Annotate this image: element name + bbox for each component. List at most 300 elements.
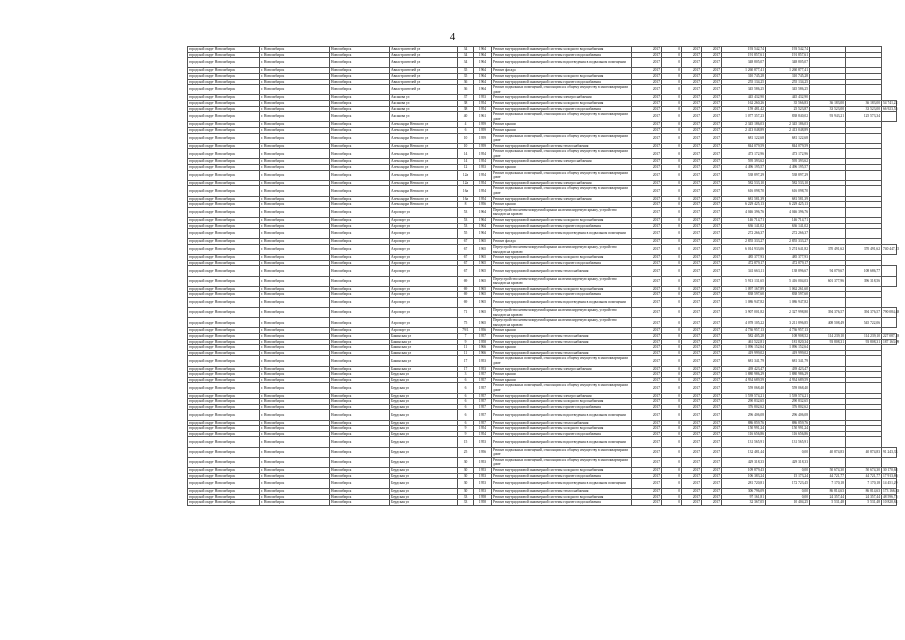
table-cell: 8 — [458, 202, 474, 208]
table-cell: г. Новосибирск — [260, 229, 330, 239]
table-cell: 2017 — [632, 202, 662, 208]
table-cell: 67 — [458, 244, 474, 254]
table-cell: 1 260 877,41 — [766, 68, 810, 74]
table-cell: Новосибирск — [330, 133, 390, 143]
table-cell — [810, 410, 846, 420]
table-cell: 485 377,93 — [766, 255, 810, 261]
table-cell: 38 — [458, 106, 474, 112]
table-cell: 0 — [662, 372, 682, 378]
table-cell: Авиастроителей ул — [390, 58, 458, 68]
table-cell: Ремонт фасада — [492, 239, 632, 245]
table-cell: Ремонт внутридомовой инженерной системы электроснабжения — [492, 393, 632, 399]
table-cell: Новосибирск — [330, 308, 390, 318]
table-cell: Бакинская ул — [390, 345, 458, 351]
table-cell: городской округ Новосибирск — [188, 494, 260, 500]
table-cell: 255 134,25 — [722, 79, 766, 85]
table-cell: 2017 — [702, 73, 722, 79]
table-cell: Новосибирск — [330, 159, 390, 165]
table-cell: 1966 — [474, 350, 492, 356]
table-cell: Новосибирск — [330, 276, 390, 286]
table-cell: городской округ Новосибирск — [188, 500, 260, 506]
table-cell — [882, 318, 897, 328]
table-cell: 2017 — [702, 255, 722, 261]
table-cell: 93 808,31 — [810, 339, 846, 345]
table-cell: 2017 — [632, 207, 662, 217]
table-cell: 4 934 689,59 — [766, 377, 810, 383]
table-cell: 1956 — [474, 202, 492, 208]
table-cell: 33 — [458, 500, 474, 506]
table-cell: Новосибирск — [330, 383, 390, 393]
table-cell: 2017 — [632, 244, 662, 254]
table-cell: 2017 — [632, 350, 662, 356]
table-cell: 1 062 261,60 — [766, 286, 810, 292]
table-cell: г. Новосибирск — [260, 489, 330, 495]
table-cell — [810, 229, 846, 239]
table-cell: 2017 — [702, 377, 722, 383]
table-cell: 370 491,62 — [846, 244, 882, 254]
table-cell: 559 068,40 — [766, 383, 810, 393]
table-cell: 0 — [662, 85, 682, 95]
table-cell: Новосибирск — [330, 420, 390, 426]
table-cell: 38 — [458, 100, 474, 106]
table-cell: 0 — [662, 479, 682, 489]
table-cell: Новосибирск — [330, 339, 390, 345]
table-cell: 545 722,06 — [846, 318, 882, 328]
table-cell: Новосибирск — [330, 479, 390, 489]
table-cell: 636 141,02 — [722, 223, 766, 229]
table-cell: Авиастроителей ул — [390, 52, 458, 58]
table-cell: 1965 — [474, 260, 492, 266]
table-cell: 114 239,10 — [810, 334, 846, 340]
table-cell: Ремонт крыши — [492, 122, 632, 128]
table-cell: 191 857,61 — [722, 52, 766, 58]
table-cell: 1964 — [474, 229, 492, 239]
table-cell: 0,00 — [766, 447, 810, 457]
table-cell: 2017 — [682, 106, 702, 112]
table-row — [188, 229, 897, 239]
table-cell: Бердская ул — [390, 494, 458, 500]
table-cell: 473 172,96 — [722, 149, 766, 159]
table-cell: 2017 — [632, 122, 662, 128]
table-cell: г. Новосибирск — [260, 52, 330, 58]
table-cell: 48 596,75 — [883, 494, 898, 499]
table-cell: городской округ Новосибирск — [188, 457, 260, 467]
table-cell: городской округ Новосибирск — [188, 255, 260, 261]
table-row — [188, 437, 897, 447]
table-cell: Аэропорт ул — [390, 218, 458, 224]
table-cell: 12a — [458, 180, 474, 186]
table-cell: Новосибирск — [330, 447, 390, 457]
table-cell: 30 — [458, 473, 474, 479]
table-cell: 2017 — [632, 223, 662, 229]
table-cell: 86 814,63 — [810, 489, 846, 495]
table-cell: 2017 — [702, 366, 722, 372]
table-cell: 2017 — [632, 286, 662, 292]
table-cell: г. Новосибирск — [260, 149, 330, 159]
table-cell: 2017 — [682, 276, 702, 286]
table-cell: Ремонт внутридомовой инженерной системы горячего водоснабжения — [492, 260, 632, 266]
table-cell: 2017 — [682, 68, 702, 74]
table-cell: 1953 — [474, 457, 492, 467]
table-cell: 97 161,81 — [722, 494, 766, 500]
table-cell: 2017 — [632, 255, 662, 261]
table-cell: 2017 — [702, 489, 722, 495]
table-cell: 2017 — [682, 244, 702, 254]
table-cell: 2017 — [632, 457, 662, 467]
table-cell: 0 — [662, 58, 682, 68]
table-cell: 2017 — [702, 266, 722, 276]
table-cell: Новосибирск — [330, 328, 390, 334]
table-cell: г. Новосибирск — [260, 447, 330, 457]
table-cell: 1954 — [474, 431, 492, 437]
table-cell: 2017 — [682, 437, 702, 447]
table-cell: 125 573,34 — [846, 112, 882, 122]
table-cell: 94 079,67 — [810, 266, 846, 276]
table-cell: 2017 — [682, 73, 702, 79]
table-cell: 2017 — [682, 377, 702, 383]
table-cell: 1954 — [474, 196, 492, 202]
table-cell: городской округ Новосибирск — [188, 122, 260, 128]
table-cell: 2017 — [702, 437, 722, 447]
table-cell: 30 — [458, 467, 474, 473]
table-cell: 25 523,87 — [766, 106, 810, 112]
table-cell: 1954 — [474, 159, 492, 165]
table-cell: 2017 — [632, 159, 662, 165]
table-cell: г. Новосибирск — [260, 356, 330, 366]
table-row — [188, 297, 897, 307]
table-cell: 2017 — [632, 112, 662, 122]
table-cell: городской округ Новосибирск — [188, 52, 260, 58]
table-cell — [846, 437, 882, 447]
table-cell: Новосибирск — [330, 500, 390, 506]
table-row — [188, 500, 897, 506]
table-cell: 310 745,28 — [766, 73, 810, 79]
table-cell: 0 — [662, 170, 682, 180]
table-cell: Аэропорт ул — [390, 318, 458, 328]
table-cell: 3 907 001,82 — [722, 308, 766, 318]
table-cell: городской округ Новосибирск — [188, 244, 260, 254]
table-cell: 1957 — [474, 420, 492, 426]
table-cell: Ремонт внутридомовой инженерной системы электроснабжения — [492, 366, 632, 372]
table-cell: г. Новосибирск — [260, 159, 330, 165]
table-cell: 2017 — [682, 292, 702, 298]
table-cell: 1965 — [474, 276, 492, 286]
table-cell: 0 — [662, 437, 682, 447]
table-cell: 2017 — [632, 266, 662, 276]
table-cell: 582 533,10 — [722, 180, 766, 186]
table-cell: 1 097 167,89 — [722, 286, 766, 292]
table-row — [188, 383, 897, 393]
table-cell: Аэропорт ул — [390, 328, 458, 334]
table-cell: 394 376,57 — [846, 308, 882, 318]
table-cell: городской округ Новосибирск — [188, 229, 260, 239]
table-cell: Новосибирск — [330, 85, 390, 95]
table-cell: 10 820,84 — [883, 500, 898, 505]
table-cell: Аэропорт ул — [390, 276, 458, 286]
table-cell: 0 — [662, 223, 682, 229]
table-cell: 0 — [662, 196, 682, 202]
table-cell: Аксакова ул — [390, 106, 458, 112]
table-cell: Ремонт подвальных помещений, относящихся к общему имуществу в многоквартирном доме — [492, 149, 632, 159]
table-cell: 50 674,30 — [810, 467, 846, 473]
table-cell: 40 874,83 — [810, 447, 846, 457]
table-cell: Аэропорт ул — [390, 286, 458, 292]
table-cell: городской округ Новосибирск — [188, 479, 260, 489]
table-cell: 36 183,00 — [846, 100, 882, 106]
table-cell: 2017 — [702, 356, 722, 366]
table-cell: Новосибирск — [330, 73, 390, 79]
table-cell: 1954 — [474, 426, 492, 432]
table-cell: Новосибирск — [330, 297, 390, 307]
table-cell: 2017 — [632, 479, 662, 489]
table-cell: городской округ Новосибирск — [188, 133, 260, 143]
table-cell: 0 — [662, 356, 682, 366]
table-cell: 2017 — [632, 165, 662, 171]
table-cell: Ремонт внутридомовой инженерной системы холодного водоснабжения — [492, 286, 632, 292]
table-cell: Новосибирск — [330, 149, 390, 159]
table-cell: Ремонт внутридомовой инженерной системы теплоснабжения — [492, 420, 632, 426]
table-cell: 2 345 186,03 — [722, 122, 766, 128]
table-cell: 472 879,17 — [722, 260, 766, 266]
table-cell: 66 923,55 — [883, 106, 898, 111]
table-cell — [810, 207, 846, 217]
table-cell: г. Новосибирск — [260, 410, 330, 420]
table-cell: 2 855 333,27 — [766, 239, 810, 245]
table-cell: 0 — [662, 431, 682, 437]
table-cell: 55 — [458, 229, 474, 239]
table-cell: Новосибирск — [330, 239, 390, 245]
table-cell: Александра Невского ул — [390, 170, 458, 180]
table-cell: Ремонт внутридомовой инженерной системы теплоснабжения — [492, 143, 632, 149]
table-cell: Ремонт внутридомовой инженерной системы холодного водоснабжения — [492, 426, 632, 432]
table-cell: 1959 — [474, 122, 492, 128]
table-cell: 2017 — [682, 457, 702, 467]
table-cell: 1965 — [474, 255, 492, 261]
table-cell: 2017 — [702, 244, 722, 254]
table-cell: 2017 — [632, 328, 662, 334]
table-cell: 0 — [662, 143, 682, 149]
table-cell: 473 172,96 — [766, 149, 810, 159]
table-cell: 2017 — [702, 372, 722, 378]
table-cell: 439 423,47 — [766, 366, 810, 372]
table-cell: 2017 — [682, 255, 702, 261]
table-cell: Новосибирск — [330, 218, 390, 224]
table-cell: 53 — [458, 207, 474, 217]
table-cell: 0 — [662, 420, 682, 426]
table-cell: г. Новосибирск — [260, 372, 330, 378]
table-cell: Ремонт внутридомовой инженерной системы теплоснабжения — [492, 350, 632, 356]
table-cell: 172 723,45 — [766, 479, 810, 489]
table-cell: Александра Невского ул — [390, 180, 458, 186]
table-cell: 11 — [458, 345, 474, 351]
table-cell: Новосибирск — [330, 393, 390, 399]
table-cell: 1 260 877,41 — [722, 68, 766, 74]
table-row — [188, 318, 897, 328]
table-cell: г. Новосибирск — [260, 239, 330, 245]
table-cell: Ремонт внутридомовой инженерной системы холодного водоснабжения — [492, 100, 632, 106]
table-cell: 12a — [458, 170, 474, 180]
table-cell: городской округ Новосибирск — [188, 308, 260, 318]
table-cell: г. Новосибирск — [260, 457, 330, 467]
table-cell: Новосибирск — [330, 266, 390, 276]
table-cell: 255 134,25 — [766, 79, 810, 85]
table-cell: 1964 — [474, 52, 492, 58]
table-cell: 3 — [458, 372, 474, 378]
table-cell: г. Новосибирск — [260, 133, 330, 143]
table-cell: 2017 — [632, 404, 662, 410]
table-cell: 9 — [458, 339, 474, 345]
table-cell: 1958 — [474, 494, 492, 500]
table-cell: Ремонт внутридомовой инженерной системы водоотведения в подвальном помещении — [492, 229, 632, 239]
table-cell: 35 — [458, 68, 474, 74]
table-cell: 0 — [662, 112, 682, 122]
table-cell: 2017 — [632, 79, 662, 85]
table-cell: городской округ Новосибирск — [188, 437, 260, 447]
table-cell — [846, 186, 882, 196]
table-cell: городской округ Новосибирск — [188, 106, 260, 112]
table-cell: городской округ Новосибирск — [188, 85, 260, 95]
table-cell: Ремонт подвальных помещений, относящихся к общему имуществу в многоквартирном доме — [492, 133, 632, 143]
table-cell: 0 — [662, 229, 682, 239]
table-cell: Бердская ул — [390, 426, 458, 432]
table-cell: 0 — [662, 339, 682, 345]
table-row — [188, 207, 897, 217]
table-cell: 0 — [662, 328, 682, 334]
table-cell: 2017 — [682, 186, 702, 196]
table-cell: 0 — [662, 202, 682, 208]
table-cell: Новосибирск — [330, 356, 390, 366]
table-cell: городской округ Новосибирск — [188, 426, 260, 432]
table-cell: 886 859,76 — [722, 420, 766, 426]
table-cell: городской округ Новосибирск — [188, 328, 260, 334]
table-cell: 1965 — [474, 286, 492, 292]
table-cell: 2017 — [682, 229, 702, 239]
table-cell: 616 098,70 — [766, 186, 810, 196]
table-cell: 1953 — [474, 473, 492, 479]
table-cell: 0 — [662, 426, 682, 432]
table-cell: 2017 — [682, 58, 702, 68]
table-cell: 36 — [458, 79, 474, 85]
table-container — [187, 46, 900, 636]
table-cell: 2017 — [682, 112, 702, 122]
table-cell: городской округ Новосибирск — [188, 202, 260, 208]
table-cell: 2017 — [632, 297, 662, 307]
table-cell: 0 — [662, 218, 682, 224]
table-cell: Новосибирск — [330, 457, 390, 467]
table-cell: 4 934 689,59 — [722, 377, 766, 383]
table-cell: Аэропорт ул — [390, 239, 458, 245]
table-cell: 1 096 152,64 — [722, 345, 766, 351]
table-cell: 93 943,21 — [810, 112, 846, 122]
table-cell: 108 908,52 — [766, 334, 810, 340]
table-cell: Новосибирск — [330, 431, 390, 437]
table-cell: 5 913 131,65 — [722, 276, 766, 286]
table-cell: 1959 — [474, 143, 492, 149]
table-cell: 681 122,68 — [766, 133, 810, 143]
table-cell: 1964 — [474, 218, 492, 224]
table-cell: 2017 — [632, 127, 662, 133]
table-cell: городской округ Новосибирск — [188, 100, 260, 106]
table-cell: Новосибирск — [330, 377, 390, 383]
table-cell: 290 832,65 — [766, 399, 810, 405]
table-cell: городской округ Новосибирск — [188, 447, 260, 457]
table-cell: 2017 — [702, 165, 722, 171]
table-cell: 2017 — [702, 68, 722, 74]
table-cell: Бердская ул — [390, 393, 458, 399]
table-cell: Новосибирск — [330, 494, 390, 500]
table-cell: 0 — [662, 399, 682, 405]
table-cell: 681 341,79 — [722, 356, 766, 366]
table-cell: Ремонт внутридомовой инженерной системы холодного водоснабжения — [492, 467, 632, 473]
table-cell: 2017 — [682, 404, 702, 410]
table-cell: г. Новосибирск — [260, 122, 330, 128]
table-cell — [846, 207, 882, 217]
table-row — [188, 308, 897, 318]
table-cell: Ремонт крыши — [492, 377, 632, 383]
table-cell: 394 376,57 — [810, 308, 846, 318]
table-cell: 1953 — [474, 489, 492, 495]
table-cell — [846, 133, 882, 143]
table-cell: городской округ Новосибирск — [188, 276, 260, 286]
table-cell — [882, 112, 897, 122]
table-cell: г. Новосибирск — [260, 255, 330, 261]
table-cell: 9 — [458, 431, 474, 437]
table-cell: городской округ Новосибирск — [188, 489, 260, 495]
table-cell: 345 586,25 — [722, 85, 766, 95]
table-cell: Новосибирск — [330, 95, 390, 101]
table-cell: городской округ Новосибирск — [188, 366, 260, 372]
table-cell: 6 229 425,13 — [766, 202, 810, 208]
table-cell: Новосибирск — [330, 334, 390, 340]
table-cell: 0 — [662, 457, 682, 467]
table-cell: 1964 — [474, 85, 492, 95]
table-cell: 2017 — [702, 297, 722, 307]
table-row — [188, 276, 897, 286]
table-cell: 2017 — [632, 372, 662, 378]
table-cell: Новосибирск — [330, 170, 390, 180]
table-cell: 0 — [662, 410, 682, 420]
table-cell: городской округ Новосибирск — [188, 112, 260, 122]
table-cell: Ремонт внутридомовой инженерной системы горячего водоснабжения — [492, 404, 632, 410]
table-cell: 2017 — [682, 334, 702, 340]
table-cell: 2017 — [682, 318, 702, 328]
table-cell: 2017 — [682, 479, 702, 489]
table-cell: 1 086 947,82 — [766, 297, 810, 307]
table-cell — [846, 297, 882, 307]
table-cell: г. Новосибирск — [260, 328, 330, 334]
table-cell: 2017 — [632, 196, 662, 202]
table-cell: 0 — [662, 133, 682, 143]
table-cell: 35 566,83 — [766, 100, 810, 106]
table-cell: Бакинская ул — [390, 334, 458, 340]
table-cell: 2017 — [702, 229, 722, 239]
table-cell: 2017 — [682, 47, 702, 53]
table-cell: городской округ Новосибирск — [188, 297, 260, 307]
table-cell: 1965 — [474, 297, 492, 307]
table-cell: 2017 — [702, 196, 722, 202]
table-cell: Новосибирск — [330, 112, 390, 122]
table-cell: 0,00 — [766, 489, 810, 495]
table-cell: 2017 — [702, 308, 722, 318]
table-cell: Аэропорт ул — [390, 297, 458, 307]
table-cell: 79/1 — [458, 328, 474, 334]
table-cell: Новосибирск — [330, 260, 390, 266]
table-cell: 30 — [458, 489, 474, 495]
table-cell: 461 522,81 — [722, 339, 766, 345]
table-cell: 2017 — [682, 473, 702, 479]
table-cell: 0 — [662, 255, 682, 261]
table-cell: 1954 — [474, 149, 492, 159]
